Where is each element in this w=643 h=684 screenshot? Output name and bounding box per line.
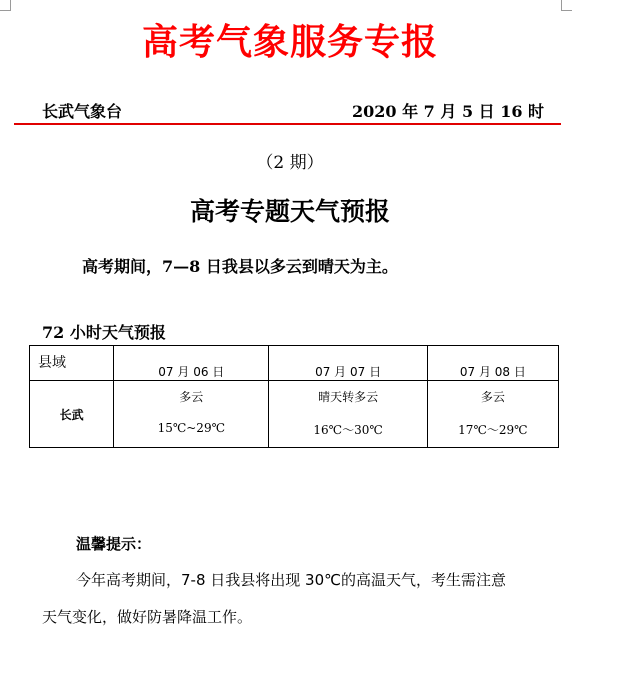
table-caption: 72 小时天气预报 [42, 323, 166, 342]
station-name: 长武 [30, 381, 114, 448]
issue-number: （2 期） [256, 153, 324, 173]
tips-text-line: 天气变化，做好防暑降温工作。 [42, 608, 253, 626]
header-rule [14, 123, 561, 125]
date-header: 07 月 08 日 [427, 346, 558, 381]
temperature-range: 17℃～29℃ [458, 423, 528, 437]
masthead-title: 高考气象服务专报 [141, 22, 438, 63]
temperature-range: 15℃~29℃ [157, 421, 226, 435]
forecast-cell [114, 381, 269, 448]
weather-condition: 晴天转多云 [318, 390, 379, 404]
issuer-name: 长武气象台 [42, 102, 123, 121]
region-header: 县域 [30, 346, 114, 381]
forecast-summary: 高考期间，7—8 日我县以多云到晴天为主。 [82, 257, 398, 276]
table-header-row [30, 346, 559, 381]
table-row [30, 381, 559, 448]
tips-heading: 温馨提示： [76, 535, 152, 553]
date-header: 07 月 06 日 [114, 346, 269, 381]
tips-text-line: 今年高考期间，7-8 日我县将出现 30℃的高温天气，考生需注意 [76, 571, 506, 589]
forecast-cell [427, 381, 558, 448]
temperature-range: 16℃～30℃ [313, 423, 383, 437]
issue-time: 2020 年 7 月 5 日 16 时 [352, 102, 545, 121]
page-corner-mark-right [561, 0, 572, 11]
weather-condition: 多云 [480, 390, 505, 404]
forecast-table [29, 345, 559, 448]
page-corner-mark-left [0, 0, 11, 11]
date-header: 07 月 07 日 [269, 346, 427, 381]
document-title: 高考专题天气预报 [189, 197, 390, 226]
weather-condition: 多云 [179, 390, 204, 404]
forecast-cell [269, 381, 427, 448]
